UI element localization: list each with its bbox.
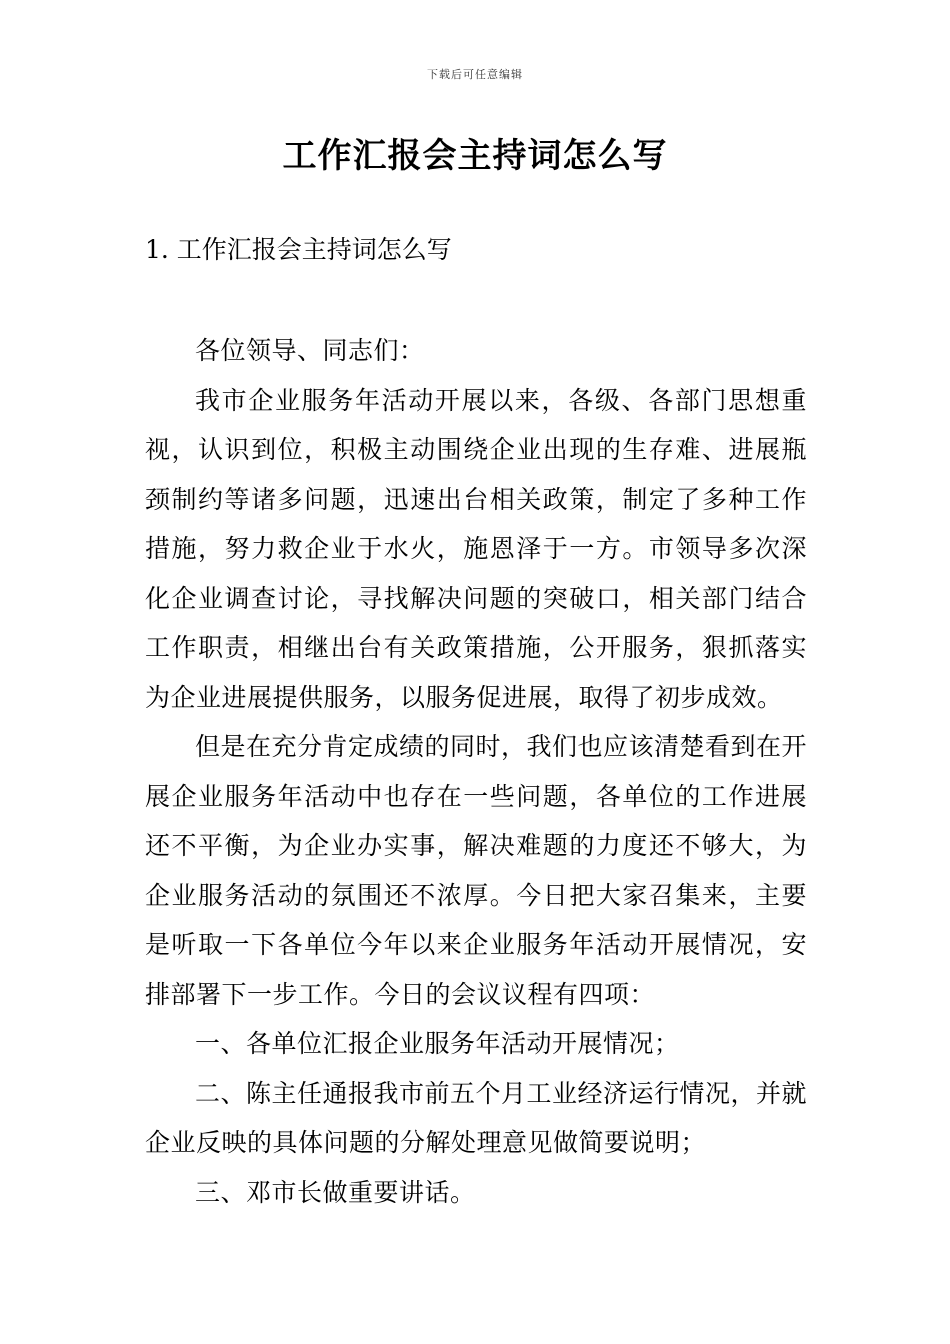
agenda-item: 一、各单位汇报企业服务年活动开展情况； — [195, 1029, 680, 1058]
section-heading: 1. 工作汇报会主持词怎么写 — [145, 235, 452, 264]
header-note: 下载后可任意编辑 — [427, 68, 523, 81]
document-body — [145, 326, 807, 1217]
body-paragraph: 我市企业服务年活动开展以来，各级、各部门思想重视，认识到位，积极主动围绕企业出现的生存难、进展瓶颈制约等诸多问题，迅速出台相关政策，制定了多种工作措施，努力救企业于水火，施恩泽于一方。市领导多次深化企业调查讨论，寻找解决问题的突破口，相关部门结合工作职责，相继出台有关政策措施，公开服务，狠抓落实为企业进展提供服务，以服务促进展，取得了初步成效。 — [145, 385, 807, 712]
document-title: 工作汇报会主持词怎么写 — [282, 136, 668, 176]
agenda-item: 三、邓市长做重要讲话。 — [195, 1177, 476, 1207]
body-paragraph: 但是在充分肯定成绩的同时，我们也应该清楚看到在开展企业服务年活动中也存在一些问题，各单位的工作进展还不平衡，为企业办实事，解决难题的力度还不够大，为企业服务活动的氛围还不浓厚。今日把大家召集来，主要是听取一下各单位今年以来企业服务年活动开展情况，安排部署下一步工作。今日的会议议程有四项： — [145, 732, 808, 1009]
agenda-item: 二、陈主任通报我市前五个月工业经济运行情况，并就企业反映的具体问题的分解处理意见做简要说明； — [145, 1078, 808, 1157]
salutation-paragraph: 各位领导、同志们： — [195, 336, 425, 365]
